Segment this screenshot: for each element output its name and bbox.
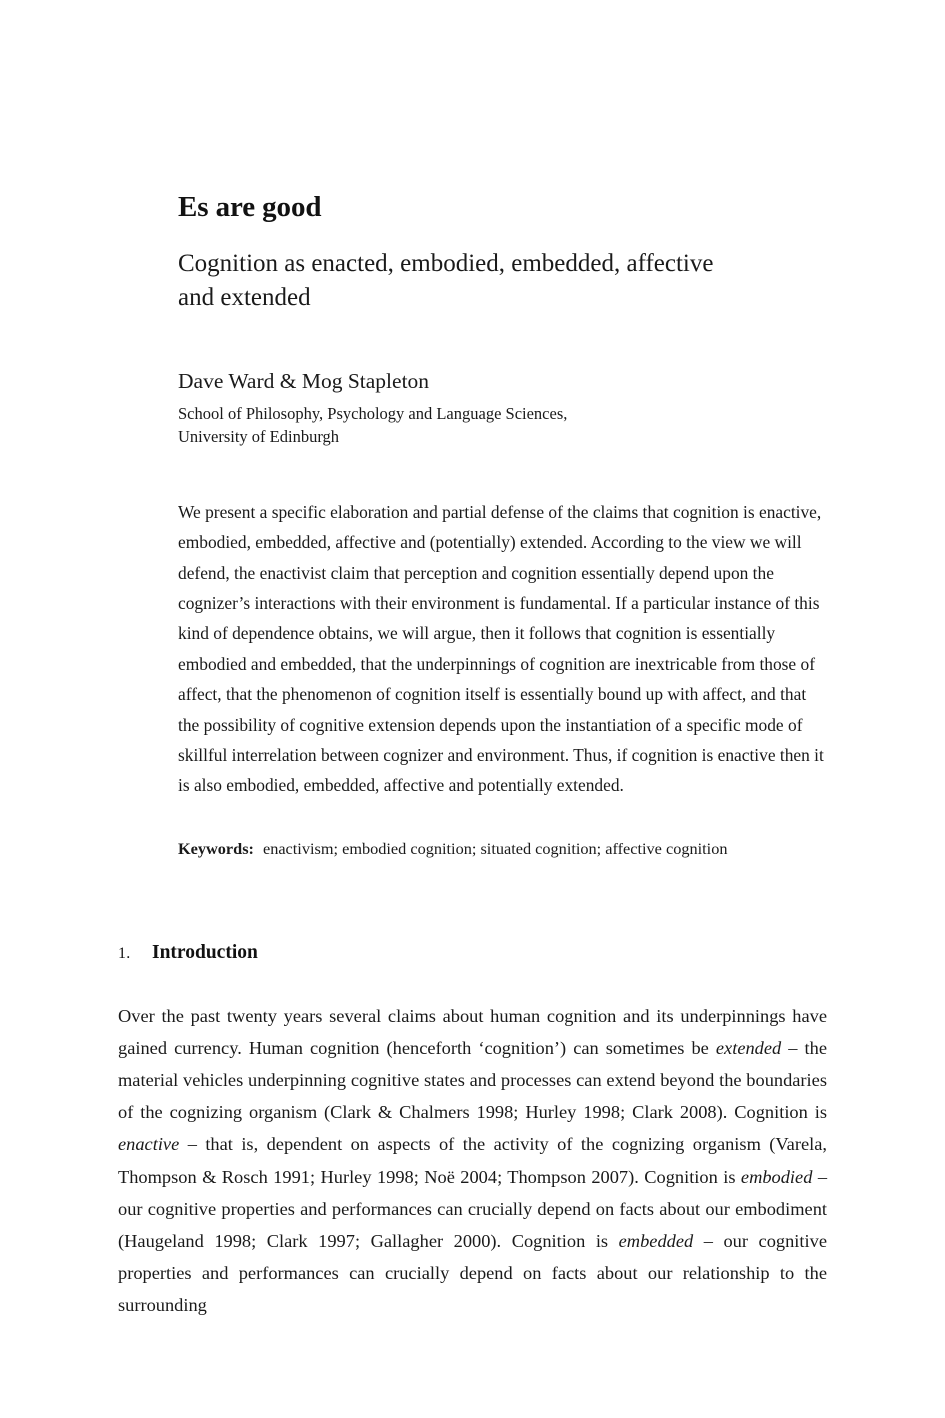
affiliation-line-2: University of Edinburgh xyxy=(178,427,340,447)
text-run: – our cognitive properties and performances can crucially depend on facts about our embodiment (Haugeland 1998; Clark 1997; Gallagher 2000). Cognition is xyxy=(118,1166,828,1251)
abstract-block xyxy=(178,497,828,801)
affiliation-line-1: School of Philosophy, Psychology and Language Sciences, xyxy=(178,403,568,423)
emphasis-term: embedded xyxy=(618,1230,694,1251)
keywords-label: Keywords: xyxy=(178,839,254,858)
section-heading xyxy=(118,942,818,964)
body-block xyxy=(118,1000,827,1321)
emphasis-term: extended xyxy=(715,1038,782,1059)
text-run: – the material vehicles underpinning cognitive states and processes can extend beyond the boundaries of the cognizing organism (Clark & Chalmers 1998; Hurley 1998; Clark 2008). Cognition is xyxy=(118,1038,828,1123)
authors-block xyxy=(178,368,818,449)
page-title: Es are good xyxy=(178,191,322,223)
emphasis-term: enactive xyxy=(118,1134,180,1155)
section-number: 1. xyxy=(118,945,131,962)
keywords-block xyxy=(178,836,798,862)
keywords-value: enactivism; embodied cognition; situated cognition; affective cognition xyxy=(262,839,728,858)
text-run: – that is, dependent on aspects of the activity of the cognizing organism (Varela, Thompson & Rosch 1991; Hurley 1998; Noë 2004; Thompson 2007). Cognition is xyxy=(118,1134,827,1187)
section-title: Introduction xyxy=(152,942,258,963)
text-run: – our cognitive properties and performances can crucially depend on facts about our relationship to the surrounding xyxy=(118,1230,827,1315)
emphasis-term: embodied xyxy=(740,1166,813,1187)
title-block xyxy=(178,190,838,314)
abstract-text: We present a specific elaboration and partial defense of the claims that cognition is enactive, embodied, embedded, affective and (potentially) extended. According to the view we will defend, the enactivist claim that perception and cognition essentially depend upon the cognizer’s interactions with their environment is fundamental. If a particular instance of this kind of dependence obtains, we will argue, then it follows that cognition is essentially embodied and embedded, that the underpinnings of cognition are inextricable from those of affect, that the phenomenon of cognition itself is essentially bound up with affect, and that the possibility of cognitive extension depends upon the instantiation of a specific mode of skillful interrelation between cognizer and environment. Thus, if cognition is enactive then it is also embodied, embedded, affective and potentially extended. xyxy=(178,502,824,796)
page-subtitle: Cognition as enacted, embodied, embedded, affective and extended xyxy=(178,250,714,311)
body-paragraph xyxy=(118,1000,827,1321)
text-run: Over the past twenty years several claims about human cognition and its underpinnings have gained currency. Human cognition (henceforth ‘cognition’) can sometimes be xyxy=(118,1006,827,1059)
author-names: Dave Ward & Mog Stapleton xyxy=(178,369,430,393)
